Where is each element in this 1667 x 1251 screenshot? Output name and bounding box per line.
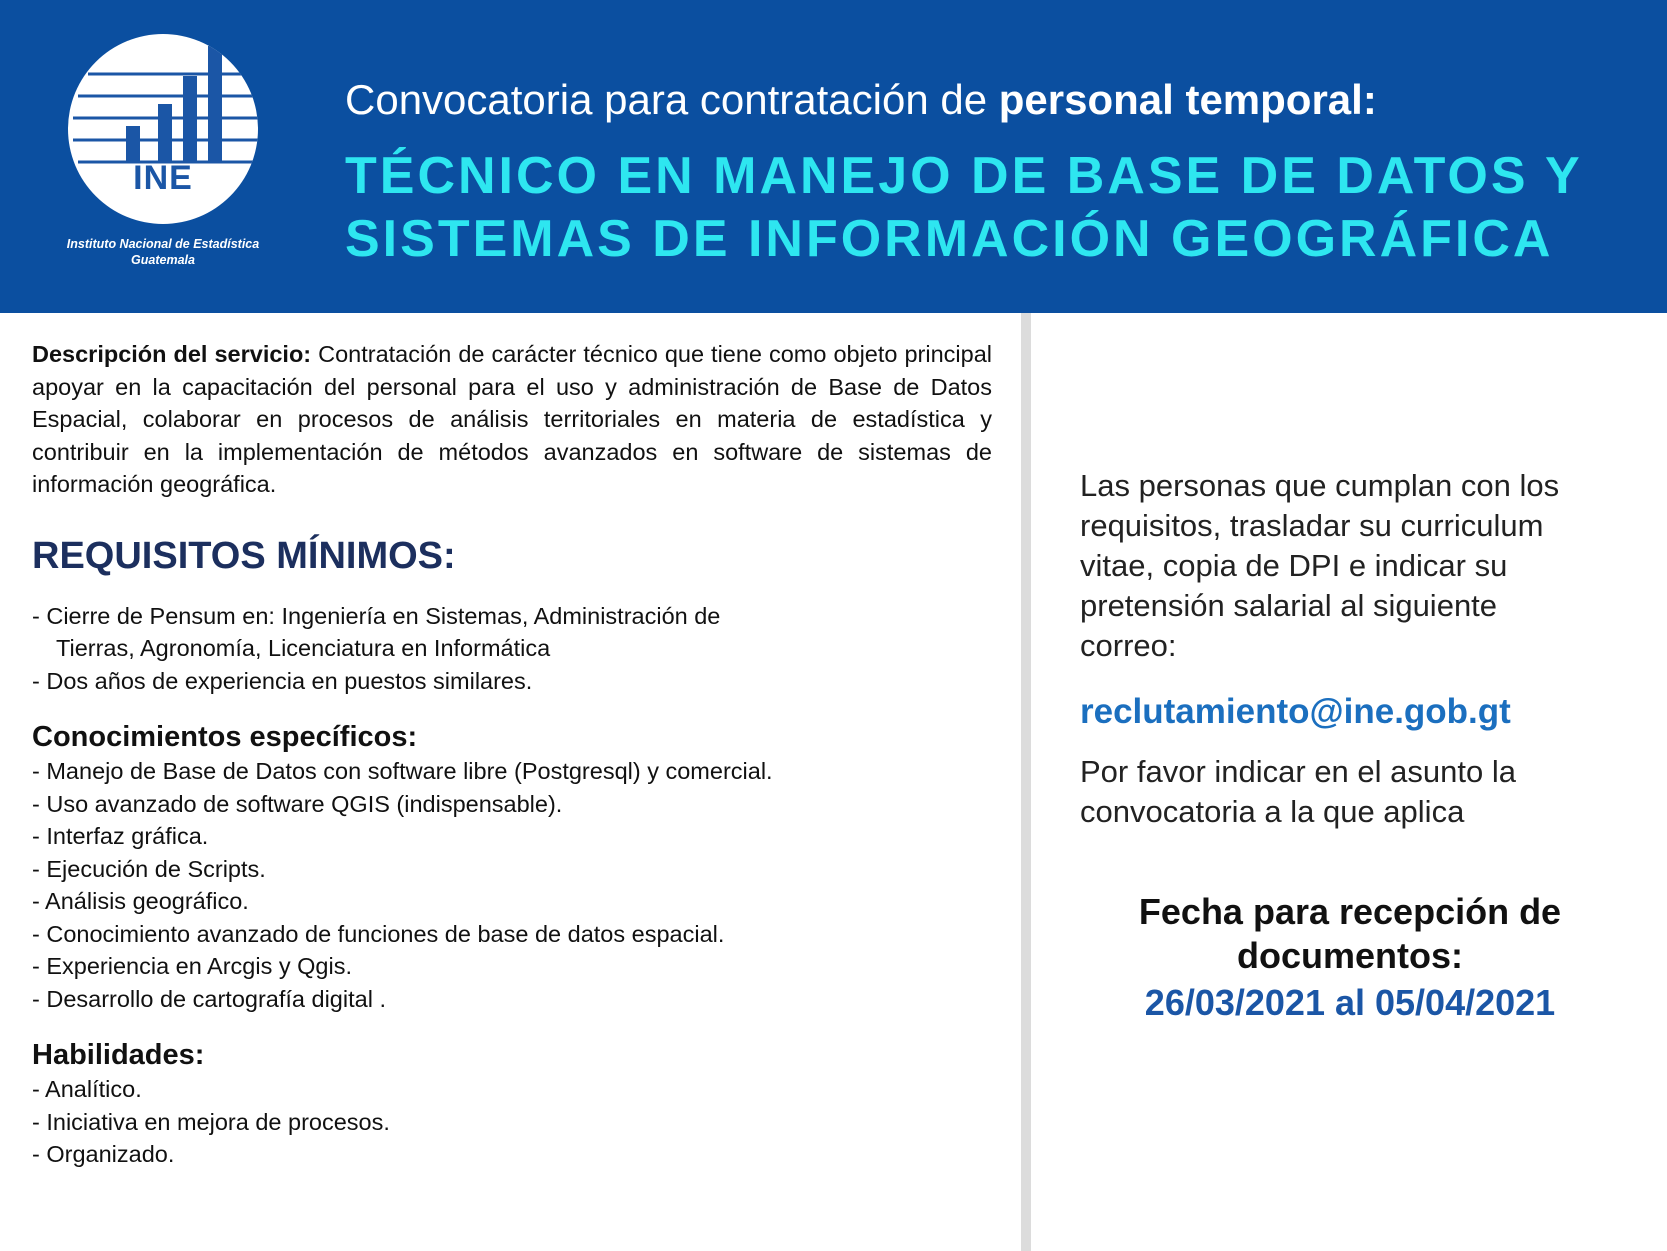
right-column <box>1080 466 1620 1028</box>
knowledge-title: Conocimientos específicos: <box>32 721 418 753</box>
subtitle-prefix: Convocatoria para contratación de <box>345 76 999 123</box>
list-item: - Conocimiento avanzado de funciones de base de datos espacial. <box>32 920 725 947</box>
list-item: - Iniciativa en mejora de procesos. <box>32 1108 390 1135</box>
logo-caption-line2: Guatemala <box>131 253 195 267</box>
deadline-heading <box>1080 890 1620 978</box>
subject-note <box>1080 752 1620 832</box>
deadline-dates: 26/03/2021 al 05/04/2021 <box>1144 982 1556 1023</box>
list-item: - Análisis geográfico. <box>32 888 249 914</box>
note-line: convocatoria a la que aplica <box>1080 794 1465 829</box>
list-item: - Organizado. <box>32 1141 175 1167</box>
skills-section <box>32 1037 992 1171</box>
list-item: - Experiencia en Arcgis y Qgis. <box>32 953 352 979</box>
logo-caption <box>50 236 276 268</box>
logo-caption-line1: Instituto Nacional de Estadística <box>66 237 260 251</box>
column-divider <box>1021 313 1031 1251</box>
contact-line: pretensión salarial al siguiente <box>1080 588 1498 623</box>
contact-line: Las personas que cumplan con los <box>1080 468 1560 503</box>
contact-line: correo: <box>1080 628 1177 663</box>
header-subtitle <box>345 76 1645 124</box>
list-item: - Analítico. <box>32 1076 142 1102</box>
contact-line: requisitos, trasladar su curriculum <box>1080 508 1544 543</box>
list-item: - Interfaz gráfica. <box>32 823 209 849</box>
list-item: - Uso avanzado de software QGIS (indispensable). <box>32 790 563 817</box>
requirements-title: REQUISITOS MÍNIMOS: <box>32 534 456 577</box>
logo-abbreviation: INE <box>133 159 193 197</box>
page-title <box>345 145 1645 271</box>
deadline-line: documentos: <box>1236 935 1463 976</box>
list-item: - Cierre de Pensum en: Ingeniería en Sistemas, Administración de <box>32 602 721 629</box>
description-text: Contratación de carácter técnico que tiene como objeto principal apoyar en la capacitación del personal para el uso y administración de Base de Datos Espacial, colaborar en procesos de análisis territoriales en materia de estadística y contribuir en la implementación de métodos avanzados en software de sistemas de información geográfica. <box>32 341 992 497</box>
contact-line: vitae, copia de DPI e indicar su <box>1080 548 1508 583</box>
list-item: Tierras, Agronomía, Licenciatura en Informática <box>56 635 551 661</box>
list-item: - Ejecución de Scripts. <box>32 855 266 882</box>
subtitle-bold: personal temporal: <box>998 76 1377 123</box>
list-item: - Desarrollo de cartografía digital . <box>32 985 386 1012</box>
deadline-line: Fecha para recepción de <box>1138 891 1562 932</box>
description-label: Descripción del servicio: <box>32 341 312 367</box>
skills-list <box>32 1073 992 1171</box>
skills-title: Habilidades: <box>32 1039 205 1071</box>
contact-email-link[interactable]: reclutamiento@ine.gob.gt <box>1080 692 1511 731</box>
ine-logo <box>50 34 280 274</box>
requirements-list <box>32 600 992 698</box>
knowledge-section <box>32 719 992 1015</box>
list-item: - Dos años de experiencia en puestos similares. <box>32 667 533 694</box>
header-banner <box>0 0 1667 313</box>
service-description <box>32 338 992 501</box>
note-line: Por favor indicar en el asunto la <box>1080 754 1516 789</box>
list-item: - Manejo de Base de Datos con software libre (Postgresql) y comercial. <box>32 758 773 784</box>
knowledge-list <box>32 755 992 1015</box>
title-line1: TÉCNICO EN MANEJO DE BASE DE DATOS Y <box>345 147 1583 205</box>
contact-instructions <box>1080 466 1620 666</box>
title-line2: SISTEMAS DE INFORMACIÓN GEOGRÁFICA <box>345 210 1554 268</box>
left-column <box>32 338 992 1171</box>
